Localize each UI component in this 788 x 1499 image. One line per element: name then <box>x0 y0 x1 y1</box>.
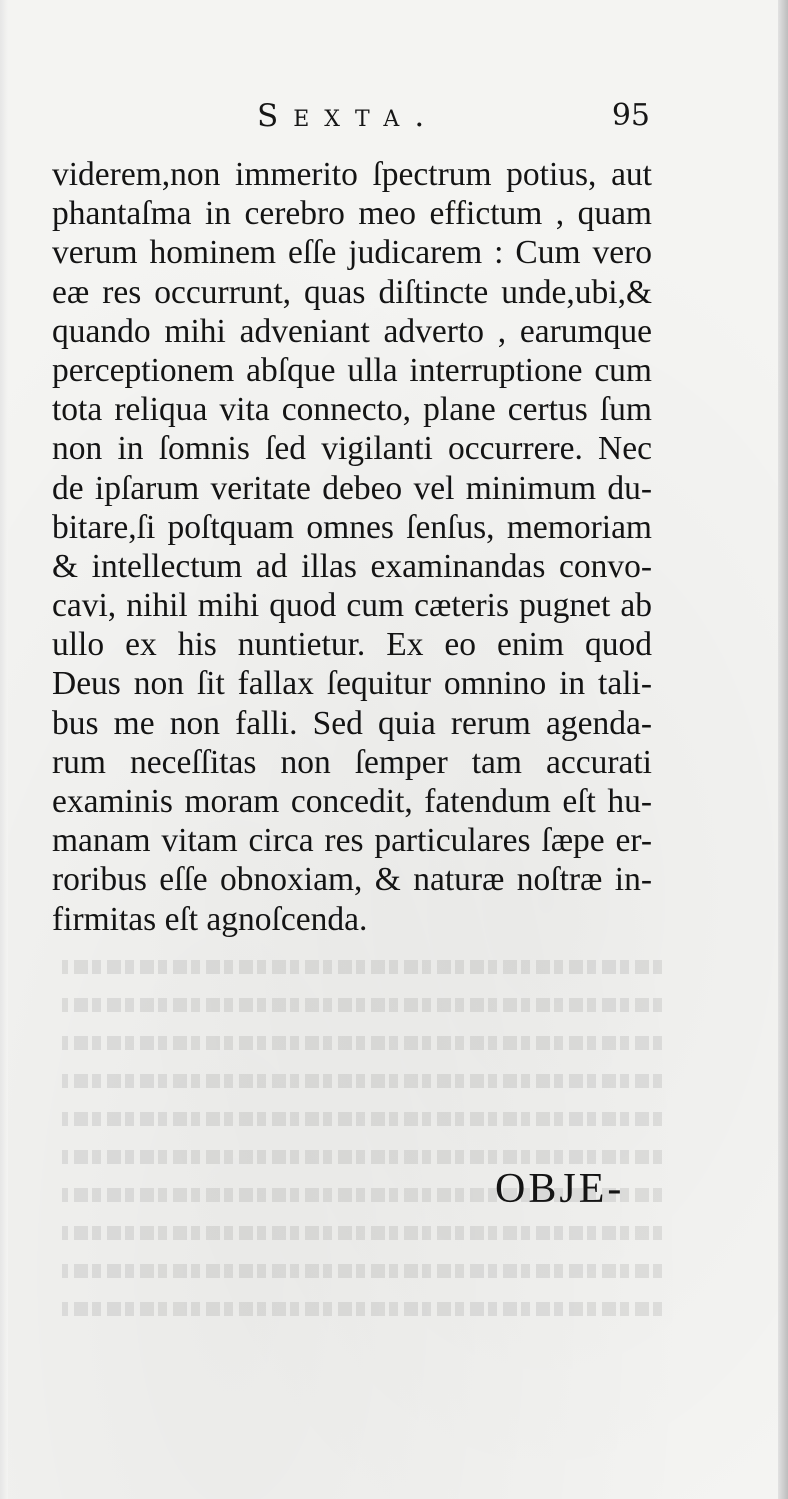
text-line: rum neceſſitas non ſemper tam accurati <box>52 743 652 781</box>
text-line: non in ſomnis ſed vigilanti occurrere. Nec <box>52 430 652 468</box>
text-line: perceptionem abſque ulla interruptione cum <box>52 351 652 389</box>
text-line: de ipſarum veritate debeo vel minimum du- <box>52 469 652 507</box>
text-line: & intellectum ad illas examinandas convo- <box>52 547 652 585</box>
text-line: Deus non ſit fallax ſequitur omnino in tali- <box>52 665 652 703</box>
catchword: OBJE- <box>495 1166 625 1212</box>
text-line: ullo ex his nuntietur. Ex eo enim quod <box>52 626 652 664</box>
text-line: manam vitam circa res particulares ſæpe er- <box>52 822 652 860</box>
text-line: quando mihi adveniant adverto , earumque <box>52 312 652 350</box>
page-header <box>52 98 652 138</box>
text-line: cavi, nihil mihi quod cum cæteris pugnet ab <box>52 587 652 625</box>
text-line: phantaſma in cerebro meo effictum , quam <box>52 195 652 233</box>
text-line: examinis moram concedit, fatendum eſt hu- <box>52 783 652 820</box>
page-number: 95 <box>611 98 650 133</box>
text-line: bus me non falli. Sed quia rerum agenda- <box>52 704 652 742</box>
page-right-edge <box>778 0 788 1499</box>
text-line: tota reliqua vita connecto, plane certus ſum <box>52 391 652 429</box>
text-line: viderem,non immerito ſpectrum potius, aut <box>52 156 652 193</box>
text-line: verum hominem eſſe judicarem : Cum vero <box>52 234 652 272</box>
text-line: roribus eſſe obnoxiam, & naturæ noſtræ in- <box>52 861 652 899</box>
page-left-edge <box>0 0 8 1499</box>
body-text <box>52 155 652 939</box>
text-line-last: firmitas eſt agnoſcenda. <box>52 900 368 938</box>
text-line: bitare,ſi poſtquam omnes ſenſus, memoriam <box>52 508 652 546</box>
text-line: eæ res occurrunt, quas diſtincte unde,ubi,& <box>52 273 652 311</box>
running-head: Sexta. <box>257 98 440 134</box>
